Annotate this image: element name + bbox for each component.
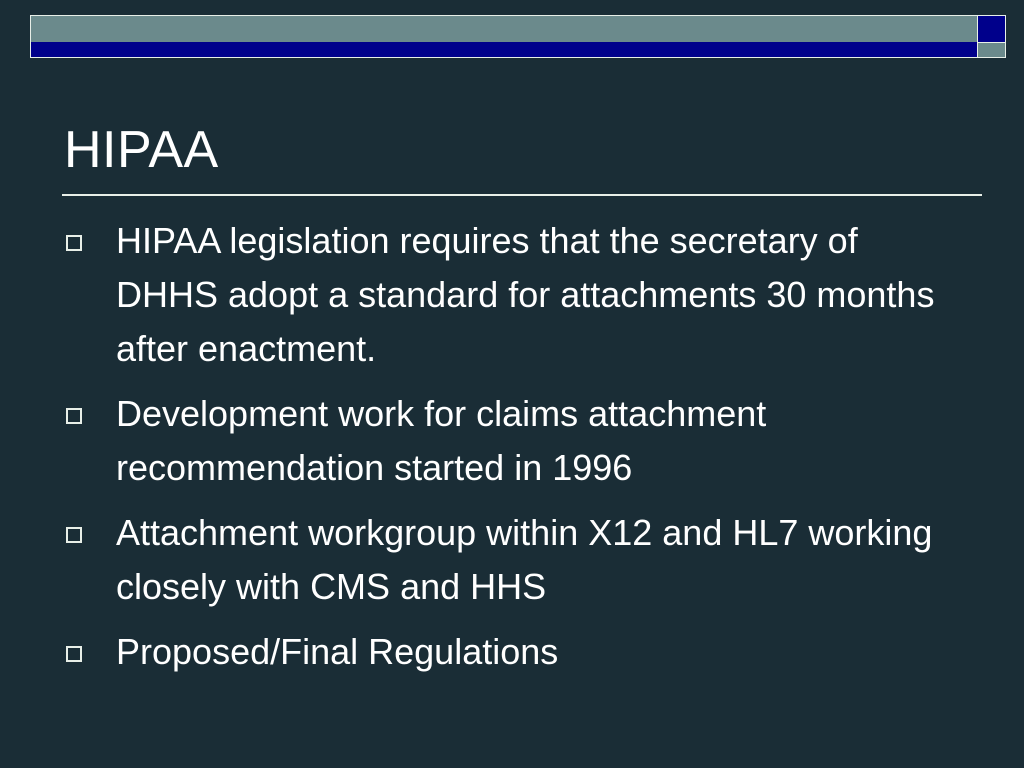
top-decorative-bar-dark xyxy=(31,42,977,57)
bullet-text: HIPAA legislation requires that the secretary of DHHS adopt a standard for attachments 30 months after enactment. xyxy=(116,220,935,369)
top-bar-corner-light-square xyxy=(978,42,1005,57)
slide-title: HIPAA xyxy=(64,121,219,179)
bullet-text: Development work for claims attachment recommendation started in 1996 xyxy=(116,393,767,488)
top-bar-corner-dark-square xyxy=(978,16,1005,42)
bullet-list xyxy=(64,214,964,690)
hollow-square-bullet-icon xyxy=(66,235,82,251)
bullet-item xyxy=(64,625,964,679)
bullet-text: Proposed/Final Regulations xyxy=(116,631,559,672)
bullet-item xyxy=(64,506,964,614)
bullet-item xyxy=(64,387,964,495)
hollow-square-bullet-icon xyxy=(66,646,82,662)
hollow-square-bullet-icon xyxy=(66,408,82,424)
bullet-text: Attachment workgroup within X12 and HL7 working closely with CMS and HHS xyxy=(116,512,933,607)
title-underline xyxy=(62,194,982,196)
hollow-square-bullet-icon xyxy=(66,527,82,543)
top-bar-corner-hdivider xyxy=(978,42,1005,43)
top-decorative-bar-light xyxy=(31,16,977,42)
bullet-item xyxy=(64,214,964,376)
